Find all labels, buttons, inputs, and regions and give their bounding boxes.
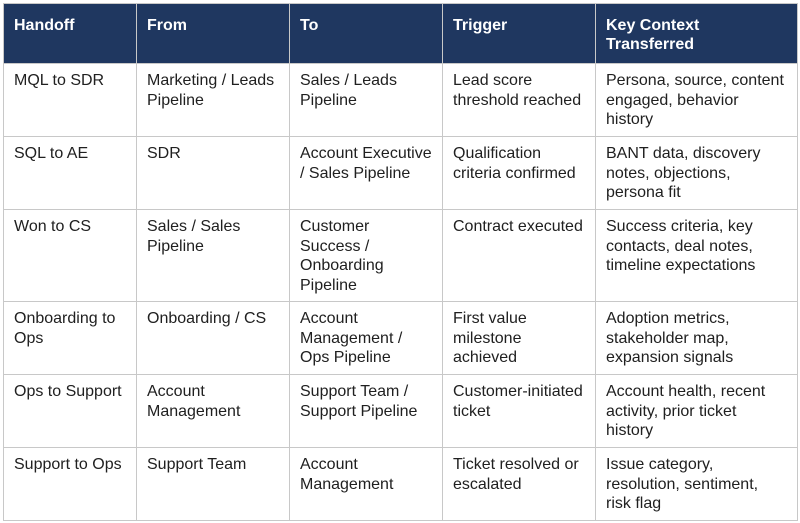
cell-handoff: MQL to SDR [4,64,137,137]
cell-key-context: Success criteria, key contacts, deal notes, timeline expectations [596,210,798,302]
cell-to: Customer Success / Onboarding Pipeline [290,210,443,302]
header-trigger: Trigger [443,4,596,64]
cell-from: Support Team [137,448,290,521]
cell-to: Support Team / Support Pipeline [290,375,443,448]
cell-trigger: Ticket resolved or escalated [443,448,596,521]
header-row [4,4,798,64]
table-body [4,64,798,521]
table-row [4,137,798,210]
cell-key-context: Issue category, resolution, sentiment, risk flag [596,448,798,521]
cell-from: Sales / Sales Pipeline [137,210,290,302]
cell-key-context: Adoption metrics, stakeholder map, expansion signals [596,302,798,375]
cell-key-context: BANT data, discovery notes, objections, persona fit [596,137,798,210]
table-row [4,302,798,375]
cell-trigger: Qualification criteria confirmed [443,137,596,210]
cell-from: Marketing / Leads Pipeline [137,64,290,137]
cell-key-context: Account health, recent activity, prior ticket history [596,375,798,448]
cell-trigger: Lead score threshold reached [443,64,596,137]
cell-handoff: Onboarding to Ops [4,302,137,375]
cell-from: SDR [137,137,290,210]
header-handoff: Handoff [4,4,137,64]
header-from: From [137,4,290,64]
cell-to: Account Management / Ops Pipeline [290,302,443,375]
cell-trigger: First value milestone achieved [443,302,596,375]
cell-to: Sales / Leads Pipeline [290,64,443,137]
cell-from: Account Management [137,375,290,448]
cell-to: Account Executive / Sales Pipeline [290,137,443,210]
handoff-table [3,3,798,521]
table-row [4,448,798,521]
cell-from: Onboarding / CS [137,302,290,375]
cell-trigger: Customer-initiated ticket [443,375,596,448]
table-row [4,64,798,137]
header-to: To [290,4,443,64]
header-key-context: Key Context Transferred [596,4,798,64]
cell-to: Account Management [290,448,443,521]
cell-handoff: Won to CS [4,210,137,302]
cell-trigger: Contract executed [443,210,596,302]
table-row [4,210,798,302]
cell-handoff: SQL to AE [4,137,137,210]
cell-handoff: Ops to Support [4,375,137,448]
table-header [4,4,798,64]
table-row [4,375,798,448]
cell-key-context: Persona, source, content engaged, behavior history [596,64,798,137]
cell-handoff: Support to Ops [4,448,137,521]
